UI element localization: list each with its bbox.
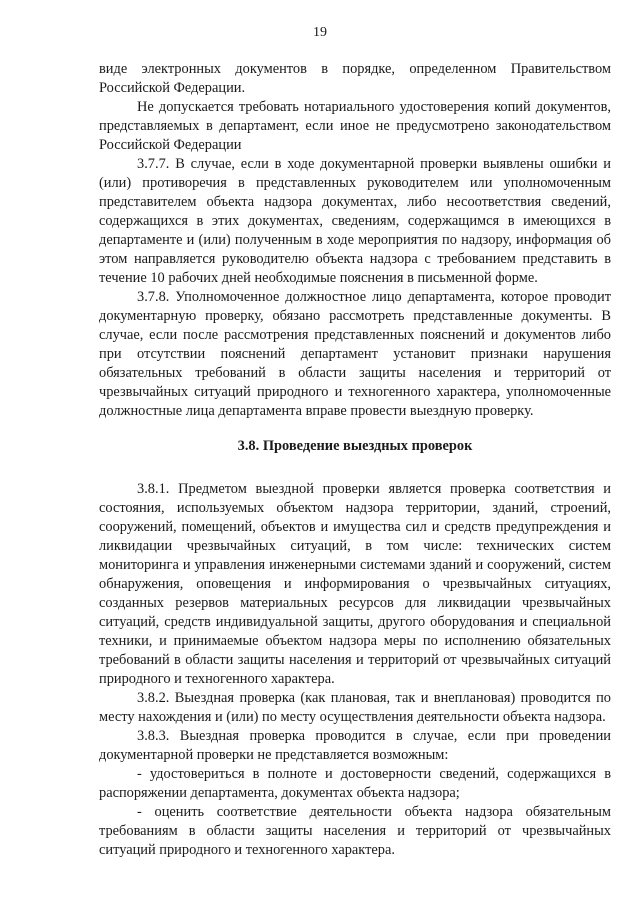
list-item: - удостовериться в полноте и достоверности сведений, содержащихся в распоряжении департамента, документах объекта надзора; — [99, 766, 611, 801]
paragraph: 3.7.8. Уполномоченное должностное лицо департамента, которое проводит документарную проверку, обязано рассмотреть представленные документы. В случае, если после рассмотрения представленных пояснений и документов либо при отсутствии пояснений департамент установит признаки нарушения обязательных требований в области защиты населения и территорий от чрезвычайных ситуаций природного и техногенного характера, уполномоченные должностные лица департамента вправе провести выездную проверку. — [99, 289, 611, 419]
paragraph: Не допускается требовать нотариального удостоверения копий документов, представляемых в департамент, если иное не предусмотрено законодательством Российской Федерации — [99, 99, 611, 153]
document-body — [99, 60, 611, 860]
list-item: - оценить соответствие деятельности объекта надзора обязательным требованиям в области защиты населения и территорий от чрезвычайных ситуаций природного и техногенного характера. — [99, 804, 611, 858]
paragraph: 3.8.2. Выездная проверка (как плановая, так и внеплановая) проводится по месту нахождения и (или) по месту осуществления деятельности объекта надзора. — [99, 690, 611, 725]
paragraph: 3.8.3. Выездная проверка проводится в случае, если при проведении документарной проверки не представляется возможным: — [99, 728, 611, 763]
page-number: 19 — [313, 25, 327, 40]
paragraph: виде электронных документов в порядке, определенном Правительством Российской Федерации. — [99, 61, 611, 96]
paragraph: 3.7.7. В случае, если в ходе документарной проверки выявлены ошибки и (или) противоречия в представленных руководителем или уполномоченным представителем объекта надзора документах, либо несоответствия сведений, содержащихся в этих документах, сведениям, содержащимся в имеющихся в департаменте и (или) полученным в ходе мероприятия по надзору, информация об этом направляется руководителю объекта надзора с требованием представить в течение 10 рабочих дней необходимые пояснения в письменной форме. — [99, 156, 611, 286]
section-heading: 3.8. Проведение выездных проверок — [237, 438, 473, 454]
paragraph: 3.8.1. Предметом выездной проверки является проверка соответствия и состояния, используемых объектом надзора территории, зданий, строений, сооружений, помещений, объектов и имущества сил и средств предупреждения и ликвидации чрезвычайных ситуаций, в том числе: технических систем мониторинга и управления инженерными системами зданий и сооружений, систем обнаружения, оповещения и информирования о чрезвычайных ситуациях, созданных резервов материальных ресурсов для ликвидации чрезвычайных ситуаций, средств индивидуальной защиты, другого оборудования и специальной техники, и принимаемые объектом надзора меры по исполнению обязательных требований в области защиты населения и территорий от чрезвычайных ситуаций природного и техногенного характера. — [99, 481, 611, 687]
